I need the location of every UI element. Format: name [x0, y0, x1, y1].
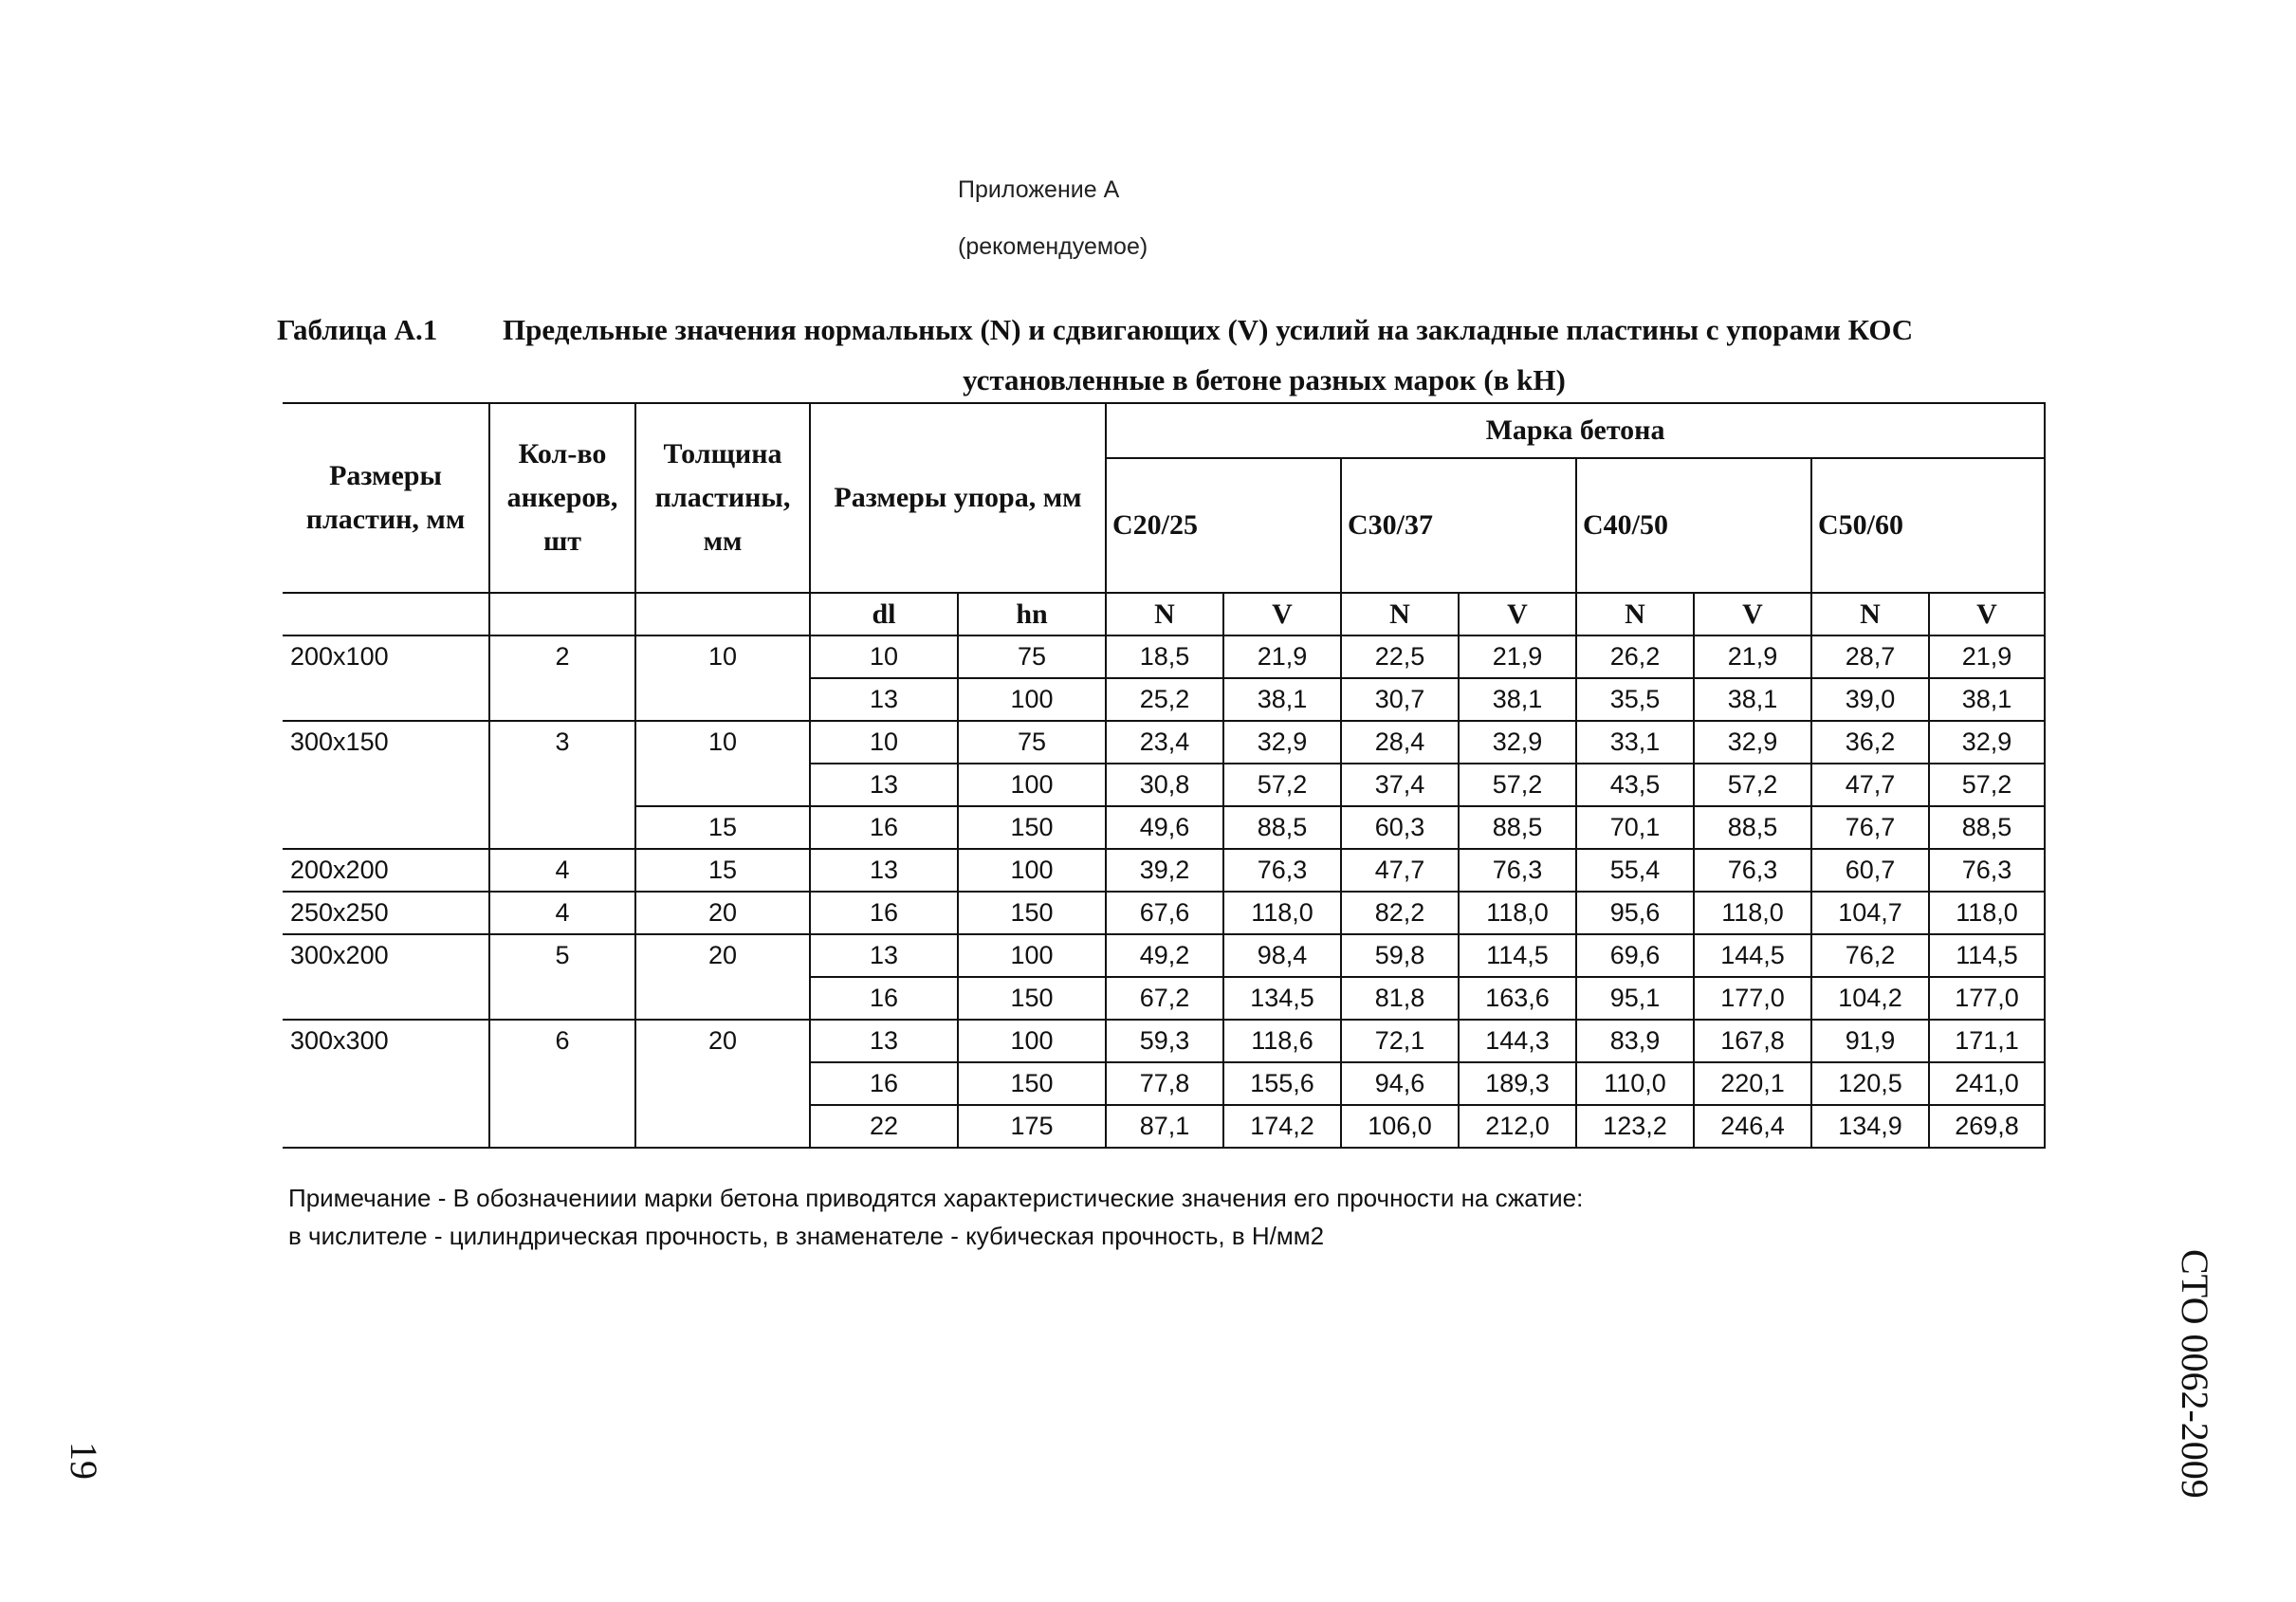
- cell-value: 82,2: [1341, 892, 1459, 934]
- cell-value: 37,4: [1341, 764, 1459, 806]
- cell-plate-size: 200х200: [283, 849, 489, 892]
- table-row: [283, 1020, 2045, 1062]
- cell-value: 76,3: [1929, 849, 2045, 892]
- col-header-anchor-count: Кол-во анкеров, шт: [489, 403, 635, 593]
- cell-value: 155,6: [1223, 1062, 1341, 1105]
- cell-value: 32,9: [1694, 721, 1811, 764]
- table-row: [283, 892, 2045, 934]
- cell-plate-size: 250х250: [283, 892, 489, 934]
- cell-value: 39,0: [1811, 678, 1929, 721]
- cell-value: 69,6: [1576, 934, 1694, 977]
- cell-value: 212,0: [1459, 1105, 1576, 1148]
- cell-plate-size: 200х100: [283, 635, 489, 721]
- cell-h: 100: [958, 849, 1106, 892]
- cell-value: 38,1: [1223, 678, 1341, 721]
- cell-anchor-count: 4: [489, 849, 635, 892]
- sub-header-n: N: [1576, 593, 1694, 635]
- cell-value: 67,2: [1106, 977, 1223, 1020]
- cell-value: 21,9: [1694, 635, 1811, 678]
- cell-h: 150: [958, 1062, 1106, 1105]
- cell-value: 36,2: [1811, 721, 1929, 764]
- cell-d: 13: [810, 764, 958, 806]
- cell-thickness: 15: [635, 806, 810, 849]
- cell-plate-size: 300х300: [283, 1020, 489, 1148]
- cell-value: 28,4: [1341, 721, 1459, 764]
- cell-value: 67,6: [1106, 892, 1223, 934]
- grade-header-c40-50: С40/50: [1576, 458, 1811, 593]
- cell-value: 171,1: [1929, 1020, 2045, 1062]
- cell-value: 77,8: [1106, 1062, 1223, 1105]
- cell-thickness: 15: [635, 849, 810, 892]
- cell-h: 150: [958, 892, 1106, 934]
- cell-value: 57,2: [1929, 764, 2045, 806]
- cell-value: 144,3: [1459, 1020, 1576, 1062]
- cell-value: 110,0: [1576, 1062, 1694, 1105]
- cell-value: 118,6: [1223, 1020, 1341, 1062]
- cell-value: 241,0: [1929, 1062, 2045, 1105]
- cell-plate-size: 300х200: [283, 934, 489, 1020]
- cell-anchor-count: 2: [489, 635, 635, 721]
- cell-h: 150: [958, 806, 1106, 849]
- cell-d: 16: [810, 977, 958, 1020]
- table-caption-line1: Предельные значения нормальных (N) и сдвигающих (V) усилий на закладные пластины с упорами КОС: [503, 313, 1914, 346]
- cell-h: 75: [958, 721, 1106, 764]
- cell-value: 114,5: [1459, 934, 1576, 977]
- cell-value: 118,0: [1223, 892, 1341, 934]
- cell-h: 100: [958, 764, 1106, 806]
- sub-header-n: N: [1341, 593, 1459, 635]
- cell-d: 10: [810, 721, 958, 764]
- header-spacer: [489, 593, 635, 635]
- table-caption-label: Габлица А.1: [277, 313, 438, 346]
- cell-h: 150: [958, 977, 1106, 1020]
- cell-value: 167,8: [1694, 1020, 1811, 1062]
- cell-value: 32,9: [1929, 721, 2045, 764]
- cell-anchor-count: 3: [489, 721, 635, 849]
- cell-value: 57,2: [1223, 764, 1341, 806]
- appendix-note: (рекомендуемое): [958, 233, 1148, 260]
- cell-value: 104,2: [1811, 977, 1929, 1020]
- cell-d: 16: [810, 806, 958, 849]
- table-row: [283, 934, 2045, 977]
- cell-value: 32,9: [1459, 721, 1576, 764]
- table-row: [283, 849, 2045, 892]
- cell-value: 26,2: [1576, 635, 1694, 678]
- col-header-concrete-grade: Марка бетона: [1106, 403, 2045, 458]
- cell-d: 10: [810, 635, 958, 678]
- cell-d: 16: [810, 1062, 958, 1105]
- sub-header-n: N: [1811, 593, 1929, 635]
- cell-value: 88,5: [1459, 806, 1576, 849]
- cell-h: 175: [958, 1105, 1106, 1148]
- table-row: [283, 721, 2045, 764]
- col-header-plate-size: Размеры пластин, мм: [283, 403, 489, 593]
- cell-value: 246,4: [1694, 1105, 1811, 1148]
- note-line1: Примечание - В обозначениии марки бетона приводятся характеристические значения его прочности на сжатие:: [288, 1184, 1584, 1212]
- cell-value: 163,6: [1459, 977, 1576, 1020]
- sub-header-h: hn: [958, 593, 1106, 635]
- cell-value: 21,9: [1223, 635, 1341, 678]
- cell-h: 100: [958, 1020, 1106, 1062]
- load-limits-table: [283, 402, 2046, 1149]
- cell-value: 49,6: [1106, 806, 1223, 849]
- cell-value: 177,0: [1929, 977, 2045, 1020]
- cell-h: 100: [958, 934, 1106, 977]
- cell-value: 88,5: [1223, 806, 1341, 849]
- cell-value: 28,7: [1811, 635, 1929, 678]
- cell-value: 220,1: [1694, 1062, 1811, 1105]
- cell-value: 94,6: [1341, 1062, 1459, 1105]
- grade-header-c30-37: С30/37: [1341, 458, 1576, 593]
- cell-value: 39,2: [1106, 849, 1223, 892]
- cell-value: 118,0: [1694, 892, 1811, 934]
- cell-plate-size: 300х150: [283, 721, 489, 849]
- cell-value: 174,2: [1223, 1105, 1341, 1148]
- cell-d: 16: [810, 892, 958, 934]
- cell-anchor-count: 4: [489, 892, 635, 934]
- cell-h: 100: [958, 678, 1106, 721]
- cell-value: 76,3: [1223, 849, 1341, 892]
- cell-anchor-count: 5: [489, 934, 635, 1020]
- cell-value: 83,9: [1576, 1020, 1694, 1062]
- cell-h: 75: [958, 635, 1106, 678]
- cell-value: 38,1: [1929, 678, 2045, 721]
- sub-header-n: N: [1106, 593, 1223, 635]
- cell-value: 59,3: [1106, 1020, 1223, 1062]
- cell-value: 91,9: [1811, 1020, 1929, 1062]
- cell-value: 120,5: [1811, 1062, 1929, 1105]
- cell-d: 13: [810, 849, 958, 892]
- cell-value: 144,5: [1694, 934, 1811, 977]
- cell-value: 57,2: [1694, 764, 1811, 806]
- col-header-plate-thickness: Толщина пластины, мм: [635, 403, 810, 593]
- cell-value: 87,1: [1106, 1105, 1223, 1148]
- grade-header-c20-25: С20/25: [1106, 458, 1341, 593]
- cell-value: 49,2: [1106, 934, 1223, 977]
- sub-header-v: V: [1459, 593, 1576, 635]
- cell-value: 114,5: [1929, 934, 2045, 977]
- cell-value: 18,5: [1106, 635, 1223, 678]
- cell-value: 23,4: [1106, 721, 1223, 764]
- cell-value: 35,5: [1576, 678, 1694, 721]
- appendix-title: Приложение А: [958, 176, 1120, 203]
- cell-value: 22,5: [1341, 635, 1459, 678]
- grade-header-c50-60: С50/60: [1811, 458, 2045, 593]
- cell-value: 25,2: [1106, 678, 1223, 721]
- cell-value: 32,9: [1223, 721, 1341, 764]
- cell-value: 118,0: [1929, 892, 2045, 934]
- note-line2: в числителе - цилиндрическая прочность, в знаменателе - кубическая прочность, в Н/мм2: [288, 1222, 1325, 1250]
- cell-value: 38,1: [1459, 678, 1576, 721]
- cell-value: 189,3: [1459, 1062, 1576, 1105]
- cell-value: 21,9: [1459, 635, 1576, 678]
- cell-value: 47,7: [1341, 849, 1459, 892]
- cell-value: 76,2: [1811, 934, 1929, 977]
- cell-thickness: 10: [635, 721, 810, 806]
- cell-value: 88,5: [1694, 806, 1811, 849]
- cell-value: 57,2: [1459, 764, 1576, 806]
- cell-d: 13: [810, 934, 958, 977]
- cell-value: 98,4: [1223, 934, 1341, 977]
- cell-anchor-count: 6: [489, 1020, 635, 1148]
- cell-value: 106,0: [1341, 1105, 1459, 1148]
- table-row: [283, 635, 2045, 678]
- cell-value: 76,7: [1811, 806, 1929, 849]
- cell-value: 81,8: [1341, 977, 1459, 1020]
- cell-value: 95,1: [1576, 977, 1694, 1020]
- cell-value: 33,1: [1576, 721, 1694, 764]
- header-spacer: [283, 593, 489, 635]
- cell-value: 177,0: [1694, 977, 1811, 1020]
- cell-value: 60,3: [1341, 806, 1459, 849]
- sub-header-v: V: [1223, 593, 1341, 635]
- cell-value: 72,1: [1341, 1020, 1459, 1062]
- cell-value: 104,7: [1811, 892, 1929, 934]
- cell-thickness: 20: [635, 934, 810, 1020]
- header-spacer: [635, 593, 810, 635]
- col-header-stop-size: Размеры упора, мм: [810, 403, 1106, 593]
- cell-value: 60,7: [1811, 849, 1929, 892]
- cell-value: 95,6: [1576, 892, 1694, 934]
- cell-value: 38,1: [1694, 678, 1811, 721]
- cell-value: 43,5: [1576, 764, 1694, 806]
- cell-value: 55,4: [1576, 849, 1694, 892]
- sub-header-v: V: [1694, 593, 1811, 635]
- cell-value: 134,5: [1223, 977, 1341, 1020]
- cell-value: 47,7: [1811, 764, 1929, 806]
- sub-header-d: dl: [810, 593, 958, 635]
- cell-value: 269,8: [1929, 1105, 2045, 1148]
- cell-d: 13: [810, 1020, 958, 1062]
- cell-value: 123,2: [1576, 1105, 1694, 1148]
- cell-d: 13: [810, 678, 958, 721]
- cell-value: 59,8: [1341, 934, 1459, 977]
- cell-thickness: 10: [635, 635, 810, 721]
- cell-thickness: 20: [635, 1020, 810, 1148]
- sub-header-v: V: [1929, 593, 2045, 635]
- page-number: 19: [63, 1442, 105, 1480]
- document-code: СТО 0062-2009: [2174, 1249, 2216, 1499]
- cell-value: 76,3: [1459, 849, 1576, 892]
- cell-value: 30,7: [1341, 678, 1459, 721]
- cell-d: 22: [810, 1105, 958, 1148]
- cell-value: 134,9: [1811, 1105, 1929, 1148]
- table-caption-line2: установленные в бетоне разных марок (в kH): [963, 363, 1566, 396]
- cell-value: 88,5: [1929, 806, 2045, 849]
- cell-value: 21,9: [1929, 635, 2045, 678]
- cell-thickness: 20: [635, 892, 810, 934]
- cell-value: 70,1: [1576, 806, 1694, 849]
- cell-value: 30,8: [1106, 764, 1223, 806]
- cell-value: 76,3: [1694, 849, 1811, 892]
- cell-value: 118,0: [1459, 892, 1576, 934]
